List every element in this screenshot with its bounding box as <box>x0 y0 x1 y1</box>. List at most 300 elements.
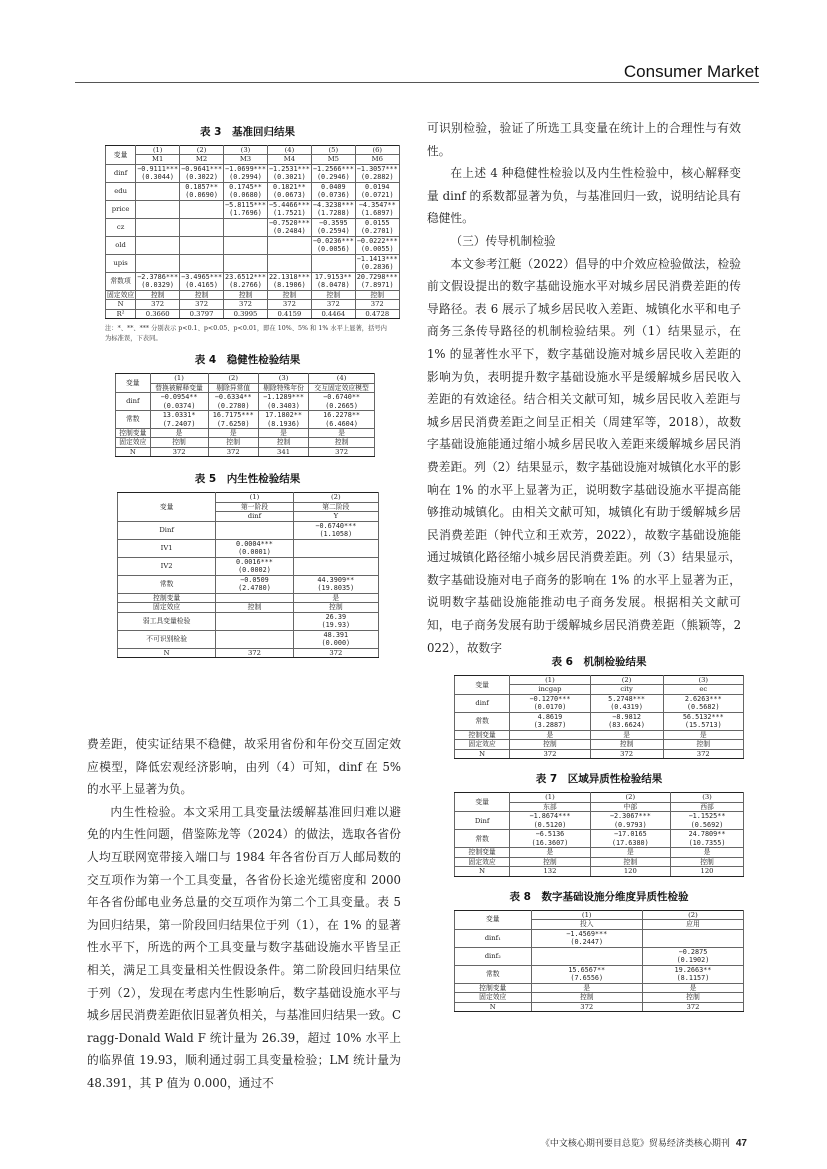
cell-value: (0.2594) <box>316 227 350 236</box>
table-cell <box>180 236 224 254</box>
cell-value: −0.0222*** <box>356 236 398 245</box>
table-cell <box>311 254 355 272</box>
table-cell <box>355 218 399 236</box>
cell-value: 4.8619 <box>537 712 563 721</box>
table-row <box>116 447 375 456</box>
row-label: 固定效应 <box>455 740 510 749</box>
table-cell <box>510 830 590 848</box>
row-label: 固定效应 <box>116 438 151 447</box>
table-row <box>455 830 744 848</box>
column-header: (1) <box>510 676 590 685</box>
table-cell: 372 <box>216 648 293 657</box>
table-cell <box>642 947 743 965</box>
header-row <box>106 155 400 164</box>
column-header: 剔除异常值 <box>208 383 258 392</box>
table-cell: 控制 <box>671 857 744 866</box>
cell-value: (0.5692) <box>690 820 724 829</box>
table-cell <box>355 236 399 254</box>
cell-value: (0.2882) <box>360 173 394 182</box>
table-cell <box>208 393 258 411</box>
cell-value: (8.1936) <box>267 419 300 428</box>
table-cell: 是 <box>671 848 744 857</box>
table-row <box>455 993 744 1002</box>
table-cell: 0.4464 <box>311 309 355 318</box>
cell-value: (1.7521) <box>273 209 306 218</box>
column-header: (2) <box>590 676 663 685</box>
table-cell <box>258 411 308 429</box>
table-cell <box>309 411 375 429</box>
cell-value: −2.3786*** <box>137 272 179 281</box>
table5-caption: 表 5 内生性检验结果 <box>194 473 301 486</box>
column-header: (2) <box>590 793 670 802</box>
table-cell: 120 <box>671 867 744 876</box>
table-cell: 是 <box>510 848 590 857</box>
row-label: cz <box>106 218 136 236</box>
table-cell: 控制 <box>309 438 375 447</box>
table-cell <box>180 272 224 290</box>
table-cell <box>355 164 399 182</box>
cell-value: (0.0721) <box>360 191 394 200</box>
table-cell: 372 <box>150 447 208 456</box>
table-cell: 控制 <box>180 290 224 299</box>
row-label: N <box>116 447 151 456</box>
table-cell: 控制 <box>216 603 293 612</box>
table3-caption: 表 3 基准回归结果 <box>200 126 295 138</box>
cell-value: −3.4965*** <box>181 272 223 281</box>
table-cell <box>642 929 743 947</box>
table-cell <box>671 812 744 830</box>
table-row <box>116 393 375 411</box>
table6-caption: 表 6 机制检验结果 <box>551 656 647 668</box>
row-label: 常数 <box>455 712 510 730</box>
column-header: (1) <box>136 146 180 155</box>
row-label: edu <box>106 182 136 200</box>
cell-value: (0.3044) <box>141 173 175 182</box>
table-cell: 120 <box>590 867 670 876</box>
table-cell: 372 <box>355 300 399 309</box>
cell-value: 16.2278** <box>323 411 361 420</box>
table-cell: 0.4728 <box>355 309 399 318</box>
cell-value: 22.1318*** <box>268 272 310 281</box>
column-header: M4 <box>267 155 311 164</box>
row-label: old <box>106 236 136 254</box>
cell-value: 0.1857** <box>185 182 218 191</box>
table-cell <box>216 630 293 648</box>
row-label: 固定效应 <box>107 290 135 299</box>
cell-value: −0.6740** <box>323 393 361 402</box>
table-cell <box>258 393 308 411</box>
cell-value: (83.6624) <box>608 721 646 730</box>
var-header: 变量 <box>455 676 510 695</box>
cell-value: −1.1525** <box>688 812 726 821</box>
cell-value: 23.6512*** <box>225 272 266 281</box>
cell-value: (8.1157) <box>676 974 710 983</box>
column-header: Y <box>293 512 378 521</box>
table-cell: 控制 <box>355 290 399 299</box>
table-cell <box>510 712 590 730</box>
table-row <box>118 603 379 612</box>
cell-value: (0.0736) <box>316 191 350 200</box>
table-cell: 372 <box>180 300 224 309</box>
cell-value: −0.0509 <box>240 575 269 584</box>
cell-value: (7.6556) <box>570 974 604 983</box>
table-row <box>116 438 375 447</box>
table-cell: 是 <box>150 428 208 437</box>
table-cell: 372 <box>663 749 743 758</box>
table-row <box>455 694 744 712</box>
cell-value: 0.0194 <box>364 182 390 191</box>
cell-value: −0.3595 <box>319 218 348 227</box>
table-row <box>106 182 400 200</box>
table-cell <box>136 164 180 182</box>
cell-value: 24.7809** <box>688 830 726 839</box>
table-row <box>118 630 379 648</box>
cell-value: (7.2407) <box>162 419 196 428</box>
paragraph: 内生性检验。本文采用工具变量法缓解基准回归难以避免的内生性问题，借鉴陈龙等（2024）的做法，选取各省份人均互联网宽带接入端口与 1984 年各省份百万人邮局数的交互项作为第一个工具变量，各省份长途光缆密度和 2000 年各省份邮电业务总量的交互项作为第二个工具变量。表 5 为回归结果，第一阶段回归结果位于列（1），在 1% 的显著性水平下，所选的两个工具变量与数字基础设施水平皆呈正相关，满足工具变量相关性假设条件。第二阶段回归结果位于列（2），发现在考虑内生性影响后，数字基础设施水平与城乡居民消费差距依旧显著负相关，与基准回归结果一致。Cragg-Donald Wald F 统计量为 26.39，超过 10% 水平上的临界值 19.93，顺利通过弱工具变量检验；LM 统计量为 48.391，其 P 值为 0.000，通过不 <box>87 804 401 1090</box>
cell-value: (0.3403) <box>267 401 300 410</box>
table-cell <box>150 411 208 429</box>
table-row <box>106 218 400 236</box>
table-cell: 132 <box>510 867 590 876</box>
table-cell: 372 <box>590 749 663 758</box>
cell-value: (16.3607) <box>531 838 569 847</box>
table-row <box>455 857 744 866</box>
table-cell <box>642 965 743 983</box>
table-cell <box>224 272 268 290</box>
table-cell <box>136 200 180 218</box>
cell-value: (19.93) <box>321 621 351 630</box>
cell-value: (0.0056) <box>316 245 350 254</box>
table-cell: 控制 <box>258 438 308 447</box>
column-header: 投入 <box>531 920 642 929</box>
table-row <box>106 309 400 318</box>
row-label: IV2 <box>118 557 216 575</box>
table-cell: 372 <box>293 648 378 657</box>
cell-value: −4.3238*** <box>312 200 354 209</box>
table-cell <box>510 812 590 830</box>
row-label: 控制变量 <box>455 848 510 857</box>
table-cell: 是 <box>590 848 670 857</box>
cell-value: 44.3909** <box>317 575 355 584</box>
table-cell: 372 <box>309 447 375 456</box>
column-header: (3) <box>671 793 744 802</box>
cell-value: (0.0374) <box>162 401 196 410</box>
table-cell <box>136 182 180 200</box>
cell-value: (8.1906) <box>273 281 306 290</box>
column-header: (2) <box>293 493 378 502</box>
table-cell <box>150 393 208 411</box>
cell-value: (0.4165) <box>185 281 218 290</box>
cell-value: (1.7288) <box>316 209 350 218</box>
cell-value: −0.9111*** <box>137 164 179 173</box>
row-label: N <box>118 648 216 657</box>
cell-value: −8.9812 <box>612 712 641 721</box>
cell-value: (0.000) <box>321 639 351 648</box>
cell-value: (0.2484) <box>273 227 306 236</box>
table-cell: 控制 <box>311 290 355 299</box>
table-cell <box>216 557 293 575</box>
table-cell: 372 <box>510 749 590 758</box>
column-header: (2) <box>642 910 743 919</box>
row-label: dinf <box>116 393 151 411</box>
table7-caption: 表 7 区域异质性检验结果 <box>535 773 663 786</box>
table-row <box>106 164 400 182</box>
column-header: (4) <box>309 374 375 383</box>
table-cell <box>355 272 399 290</box>
table-cell <box>663 712 743 730</box>
table-cell <box>180 200 224 218</box>
footer-journal: 《中文核心期刊要目总览》贸易经济类核心期刊 <box>540 1139 730 1149</box>
table4-caption: 表 4 稳健性检验结果 <box>194 354 301 367</box>
table-row <box>455 929 744 947</box>
table-cell <box>293 557 378 575</box>
table-cell <box>224 182 268 200</box>
table-cell: 372 <box>311 300 355 309</box>
row-label: dinf₁ <box>455 929 532 947</box>
cell-value: 17.9153** <box>314 272 352 281</box>
row-label: dinf₂ <box>455 947 532 965</box>
table-cell <box>510 694 590 712</box>
cell-value: (0.2780) <box>216 401 250 410</box>
table-cell: 控制 <box>590 857 670 866</box>
cell-value: 20.7298*** <box>356 272 398 281</box>
row-label: Dinf <box>455 812 510 830</box>
cell-value: −17.0165 <box>613 830 647 839</box>
table-cell: 372 <box>136 300 180 309</box>
row-label: 弱工具变量检验 <box>118 612 216 630</box>
right-body-text <box>427 117 741 659</box>
column-header: (1) <box>510 793 590 802</box>
table-cell <box>136 236 180 254</box>
table-row <box>118 612 379 630</box>
table3-note: 注：*、**、*** 分别表示 p<0.1、p<0.05、p<0.01，即在 10%、5% 和 1% 水平上显著，括号内为标准误，下表同。 <box>105 325 387 342</box>
header-row <box>455 910 744 919</box>
row-label: price <box>106 200 136 218</box>
cell-value: (7.8971) <box>360 281 394 290</box>
column-header: (3) <box>224 146 268 155</box>
table-cell <box>311 200 355 218</box>
column-header: (2) <box>180 146 224 155</box>
row-label: N <box>455 749 510 758</box>
column-header: 西部 <box>671 802 744 811</box>
left-body-text <box>87 733 401 1095</box>
table-row <box>455 1002 744 1011</box>
table-cell: 是 <box>590 730 663 739</box>
cell-value: (0.2665) <box>325 401 358 410</box>
row-label: 固定效应 <box>118 603 216 612</box>
column-header: (4) <box>267 146 311 155</box>
table-cell <box>267 164 311 182</box>
table6 <box>454 675 744 759</box>
table-cell: 控制 <box>267 290 311 299</box>
cell-value: (7.6250) <box>216 419 250 428</box>
table-row <box>118 648 379 657</box>
column-header: 剔除特殊年份 <box>258 383 308 392</box>
column-header: city <box>590 685 663 694</box>
table-row <box>455 983 744 992</box>
table-cell <box>590 712 663 730</box>
header-row <box>455 676 744 685</box>
cell-value: −1.2566*** <box>312 164 354 173</box>
cell-value: 17.1802** <box>265 411 302 420</box>
table-cell <box>180 218 224 236</box>
column-header: (1) <box>216 493 293 502</box>
cell-value: −1.0699*** <box>225 164 266 173</box>
table-cell <box>136 272 180 290</box>
table-cell: 372 <box>531 1002 642 1011</box>
page-number: 47 <box>735 1138 747 1149</box>
column-header: 替换被解释变量 <box>150 383 208 392</box>
header-row <box>118 493 379 502</box>
table-cell: 372 <box>224 300 268 309</box>
table-cell <box>267 254 311 272</box>
cell-value: 26.39 <box>325 612 347 621</box>
table-row <box>118 593 379 602</box>
table-cell: 控制 <box>224 290 268 299</box>
column-header: M1 <box>136 155 180 164</box>
table-row <box>455 712 744 730</box>
table-cell: 控制 <box>510 740 590 749</box>
table-cell: 是 <box>208 428 258 437</box>
row-label: Dinf <box>118 521 216 539</box>
row-label: 控制变量 <box>455 983 532 992</box>
table-row <box>118 575 379 593</box>
table8 <box>454 910 744 1012</box>
cell-value: −2.3067*** <box>609 812 651 821</box>
cell-value: 2.6263*** <box>684 694 722 703</box>
table-cell: 是 <box>293 593 378 602</box>
table-cell: 控制 <box>293 603 378 612</box>
header-rule <box>75 82 759 83</box>
cell-value: 5.2748*** <box>608 694 646 703</box>
cell-value: 56.5132*** <box>682 712 724 721</box>
table-cell: 0.3995 <box>224 309 268 318</box>
table-cell <box>216 575 293 593</box>
table-cell <box>531 929 642 947</box>
table-row <box>116 411 375 429</box>
cell-value: 0.0004*** <box>236 539 273 548</box>
table3 <box>105 145 400 319</box>
table-row <box>118 557 379 575</box>
column-header: 应用 <box>642 920 743 929</box>
row-label: 固定效应 <box>455 857 510 866</box>
paragraph: 可识别检验，验证了所选工具变量在统计上的合理性与有效性。 <box>427 121 741 158</box>
row-label: 控制变量 <box>455 730 510 739</box>
cell-value: (0.5682) <box>686 703 720 712</box>
cell-value: (0.0170) <box>533 703 567 712</box>
table-cell <box>311 164 355 182</box>
column-header: M6 <box>355 155 399 164</box>
table-cell: 是 <box>642 983 743 992</box>
row-label: 控制变量 <box>118 593 216 602</box>
cell-value: −1.2531*** <box>268 164 310 173</box>
cell-value: (0.2836) <box>360 263 394 272</box>
row-label: 常数 <box>455 965 532 983</box>
column-header: M5 <box>311 155 355 164</box>
table-cell <box>355 182 399 200</box>
table-row <box>455 812 744 830</box>
cell-value: −5.4466*** <box>268 200 310 209</box>
cell-value: (0.0690) <box>185 191 218 200</box>
table-cell <box>216 521 293 539</box>
table-cell <box>224 200 268 218</box>
cell-value: (8.2766) <box>229 281 262 290</box>
cell-value: −1.4569*** <box>566 929 608 938</box>
table7 <box>454 792 744 876</box>
cell-value: (6.4604) <box>325 419 358 428</box>
cell-value: −0.6740*** <box>315 521 357 530</box>
cell-value: (8.0478) <box>316 281 350 290</box>
row-label: N <box>106 300 136 309</box>
cell-value: 48.391 <box>323 630 349 639</box>
cell-value: −1.3057*** <box>356 164 398 173</box>
cell-value: −0.0236*** <box>312 236 354 245</box>
table-cell <box>216 539 293 557</box>
table-cell <box>216 612 293 630</box>
paragraph: 费差距，使实证结果不稳健，故采用省份和年份交互固定效应模型，降低宏观经济影响，由列（4）可知，dinf 在 5% 的水平上显著为负。 <box>87 737 401 797</box>
table-cell <box>216 593 293 602</box>
table-cell: 是 <box>531 983 642 992</box>
table-cell <box>224 254 268 272</box>
table-cell: 0.3797 <box>180 309 224 318</box>
table-row <box>455 867 744 876</box>
var-header: 变量 <box>455 910 532 929</box>
cell-value: 0.0155 <box>364 218 390 227</box>
cell-value: −6.5136 <box>535 830 565 839</box>
column-header: M2 <box>180 155 224 164</box>
table-cell <box>180 254 224 272</box>
table-cell <box>180 182 224 200</box>
table-cell <box>224 236 268 254</box>
row-label: 固定效应 <box>455 993 532 1002</box>
cell-value: −1.1413*** <box>356 254 398 263</box>
column-header: (1) <box>150 374 208 383</box>
cell-value: −0.0954** <box>160 393 198 402</box>
table-row <box>106 254 400 272</box>
table-row <box>116 428 375 437</box>
column-header: 中部 <box>590 802 670 811</box>
running-header: Consumer Market <box>623 62 759 81</box>
cell-value: (0.4319) <box>610 703 643 712</box>
column-header: M3 <box>224 155 268 164</box>
cell-value: (0.0002) <box>238 566 271 575</box>
column-header: 交互固定效应模型 <box>309 383 375 392</box>
row-label: dinf <box>455 694 510 712</box>
cell-value: 0.1745** <box>229 182 262 191</box>
row-label: 常数 <box>118 575 216 593</box>
table-cell <box>180 164 224 182</box>
table-cell <box>355 200 399 218</box>
cell-value: 19.2663** <box>674 965 712 974</box>
cell-value: (0.5120) <box>533 820 567 829</box>
table-cell: 控制 <box>208 438 258 447</box>
cell-value: (1.6897) <box>360 209 394 218</box>
row-label: 常数 <box>455 830 510 848</box>
cell-value: (0.0055) <box>360 245 394 254</box>
cell-value: −1.1289*** <box>263 393 304 402</box>
table-cell <box>311 236 355 254</box>
cell-value: (3.2887) <box>533 721 567 730</box>
column-header: (5) <box>311 146 355 155</box>
column-header: (6) <box>355 146 399 155</box>
table-cell: 是 <box>663 730 743 739</box>
cell-value: 0.0016*** <box>236 557 273 566</box>
cell-value: (19.8035) <box>317 584 355 593</box>
table-cell <box>311 272 355 290</box>
cell-value: 16.7175*** <box>212 411 254 420</box>
table-row <box>118 521 379 539</box>
cell-value: (1.7696) <box>229 209 262 218</box>
